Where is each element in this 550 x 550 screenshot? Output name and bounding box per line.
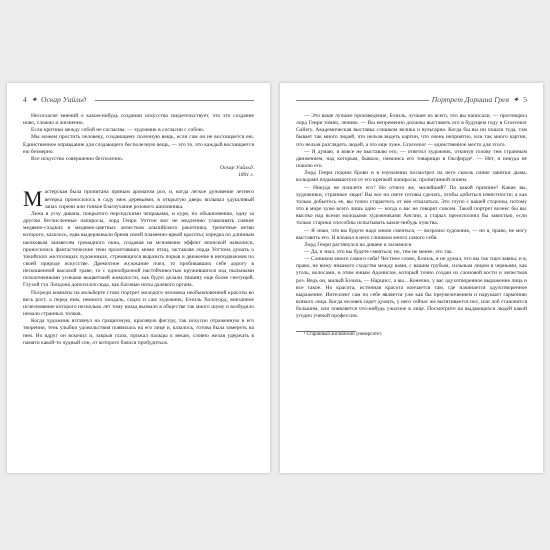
body-paragraph: — Слишком много самого себя! Честное слово, Бэзиль, я не думал, что вы так тщеславны; и я, право, не вижу никакого сходства между вами, с вашим грубым, сильным лицом и черными, как уголь, волосами, и этим юным Адонисом, который точно создан из слоновой кости и лепестков роз. Ведь он, милый Бэзиль, — Нарцисс, а вы... Конечно, у вас одухотворенное выражение лица и все такое. Но красота, истинная красота кончается там, где начинается одухотворенное выражение. Интеллект сам по себе является уже как бы преувеличением и нарушает гармонию всякого лица. Когда человек сядет думать, у него сейчас же вытягивается нос, или лоб становится большим, или появляется что-нибудь ужасное в лице. Посмотрите на выдающихся людей какой угодно ученой профессии. (296, 256, 527, 320)
chapter-paragraph: Когда художник взглянул на грациозную, красивую фигуру, так искусно отраженную в его творении, тень улыбки удовольствия появилась на его лице и, казалось, готова была замереть на нем. Но вдруг он вскочил и, закрыв глаза, прижал пальцы к векам, словно желая удержать в памяти какой-то чудный сон, от которого боялся пробудиться. (23, 318, 254, 346)
right-page-number: 5 (523, 95, 527, 104)
left-running-header (23, 95, 254, 106)
chapter-paragraph (23, 186, 254, 212)
body-paragraph: — Это ваше лучшее произведение, Бэзиль, лучшее из всего, что вы написали, — проговорил лорд Генри томно, лениво. — Вы непременно должны выставить его в будущем году в Grosvenor Gallery. Академическая выставка слишком велика и вульгарна. Когда бы вы ни пошли туда, там бывает так много людей, что нельзя видеть картин, что очень неприятно, или так много картин, что нельзя разглядеть людей, а это еще хуже. Grosvenor — единственное место для этого. (296, 113, 527, 148)
right-page-body (296, 113, 527, 463)
body-paragraph: — Я знаю, что вы будете надо мною смеяться, — возразил художник, — но я, право, не могу выставить его. Я вложил в него слишком много самого себя. (296, 227, 527, 241)
chapter-paragraph: Лежа в углу дивана, покрытого персидскими чепраками, и куря, по обыкновению, одну за другою бесчисленные папиросы, лорд Генри Уоттон мог не медлению улавливать сияние медвяно-сладких и медвяно-цветных лепестков альпийского ракитника, трепетные ветви которого, казалось, едва выдерживали бремя своей пламенно-яркой красоты; изредка по длинным шелковым занавесям громадного окна, создавая на мгновение эффект японской живописи, проносились фантастические тени пролетавших мимо птиц, заставляя лорда Уоттона думать о токийских желтолицых художниках, стремящихся выразить порыв и движение в неподвижном по своей природе искусстве. Дремотное жужжание пчел, то пробивавших себе дорогу в нескошенной высокой траве, то с однообразной настойчивостью кружившихся над пыльными позолоченными усиками выцветшей жимолости, как будто делали тишину еще более гнетущей. Глухой гул Лондона доносился сюда, как басовые ноты далекого органа. (23, 210, 254, 289)
book-spread (0, 83, 550, 473)
preface-paragraph: Все искусство совершенно бесполезно. (31, 155, 124, 162)
preface-paragraph: Если критики между собой не согласны, — художник в согласии с собою. (31, 127, 205, 134)
right-running-title: Портрет Дориана Грея (431, 95, 509, 104)
chapter-paragraph: Посреди комнаты на мольберте стоял портрет молодого человека необыкновенной красоты во весь рост, а перед ним, немного поодаль, сидел и сам художник, Бэзиль Холлуорд, внезапное исчезновение которого несколько лет тому назад вызвало в обществе так много шуму и возбудило немало странных толков. (23, 289, 254, 318)
preface-year: 1891 г. (238, 172, 254, 179)
footnote: ¹ Старинный английский университет. (304, 331, 383, 337)
left-running-title: Оскар Уайльд (41, 95, 87, 104)
left-page-number: 4 (23, 95, 27, 104)
ornament-icon: ✦ (512, 95, 519, 104)
body-paragraph: Лорд Генри поднял брови и в изумлении посмотрел на него сквозь синие завитки дыма, кольцами подымавшегося от его крепкой папиросы, пропитанной опием. (296, 170, 527, 184)
body-paragraph: — Да, я знал, что вы будете смеяться; но, тем не менее, это так. (304, 248, 454, 255)
body-paragraph: Лорд Генри растянулся на диване и засмеялся. (304, 241, 413, 248)
body-paragraph: — Никуда не пошлете его? Но отчего же, милейший? По какой причине? Какие вы, художники, странные люди! Вы все на свете готовы сделать, чтобы добиться известности; а как только добьетесь ее, вы точно стараетесь от нее отказаться. Это глупо с вашей стороны, потому что в мире хуже всего лишь одно — когда о вас не говорят совсем. Такой портрет вознес бы вас высоко над всеми молодыми художниками Англии, а старых преисполнил бы завистью, если только старики способны испытывать какие-нибудь чувства. (296, 184, 527, 227)
chapter-opening-text: астерская была пропитана пряным ароматом роз, и, когда легкое дуновение летнего ветерка проносилось в саду меж деревьями, в открытую дверь вплывал удушливый запах сирени или тонкое благоухание розового шиповника. (44, 189, 254, 210)
header-rule (296, 100, 429, 101)
chapter-one (23, 186, 254, 346)
preface-paragraph: Несогласие мнений о каком-нибудь создании искусства свидетельствует, что это создание ново, сложно и жизненно. (23, 113, 254, 127)
header-rule (95, 100, 254, 101)
left-page (7, 83, 270, 473)
preface-signature: Оскар Уайльд. (220, 165, 254, 172)
right-page (280, 83, 543, 473)
left-page-body (23, 113, 254, 463)
body-paragraph: — Я думаю, я вовсе не выставлю его, — ответил художник, откинув голову тем странным движением, над которым, бывало, смеялись его товарищи в Оксфорде¹. — Нет, я никуда не пошлю его. (296, 148, 527, 170)
ornament-icon: ✦ (31, 95, 38, 104)
drop-cap: М (23, 186, 43, 212)
right-running-header (296, 95, 527, 106)
preface-paragraph: Мы можем простить человеку, создающему полезную вещь, если сам он не восхищается ею. Единственное оправдание для создающего бесполезную вещь, — это то, что каждый восхищается ею безмерно. (23, 134, 254, 155)
